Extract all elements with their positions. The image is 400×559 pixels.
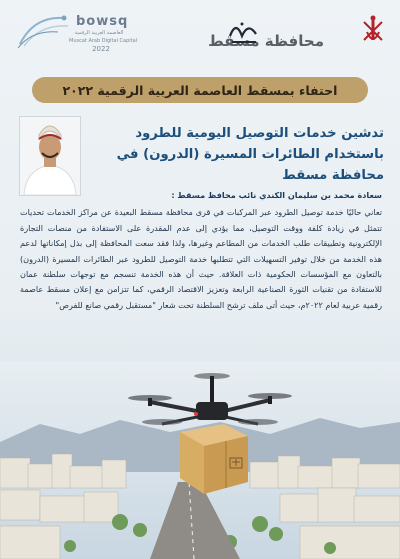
title-text: احتفاء بمسقط العاصمة العربية الرقمية ٢٠٢٢ — [62, 82, 338, 98]
article-paragraph: تعاني حاليًا خدمة توصيل الطرود عبر المركبات في قرى محافظة مسقط البعيدة عن مراكز الخدمات تحديات تتمثل في زيادة كلفة ووقت التوصيل، مما يؤدي إلى عدم المقدرة على الاستفادة من منصات التجارة الإلكترونية وتطبيقات طلب الخدمات من المطاعم وغيرها، ولذا فقد سعت المحافظة إلى بذل إمكاناتها لدعم هذه الخدمة من خلال توفير التسهيلات التي تتطلبها خدمة التوصيل للطرود عبر الطائرات المسيرة (الدرون) بالتعاون مع المؤسسات الحكومية ذات العلاقة. حيث أن هذه الخدمة تنسجم مع توجهات سلطنة عمان للاستفادة من تقنيات الثورة الصناعية الرابعة وتعزيز الاقتصاد الرقمي، كما تتزامن مع إعلان مسقط عاصمة رقمية عربية لعام ٢٠٢٢م، حيث أتى ملف ترشح السلطنة تحت شعار "مستقبل رقمي صانع للفرص" — [20, 207, 382, 310]
muscat-governorate-logo — [208, 14, 386, 50]
oman-khanjar-emblem-icon — [360, 14, 386, 48]
digital-capital-emblem-icon — [14, 8, 74, 56]
governorate-name: محافظة مسقط — [208, 32, 324, 50]
city-drone-scene — [0, 362, 400, 559]
title-bar — [32, 77, 368, 103]
logo-caption: العاصمة العربية الرقمية — [74, 30, 124, 36]
drone-city-illustration — [0, 362, 400, 559]
logo-year: 2022 — [92, 45, 110, 53]
article-body — [20, 188, 382, 313]
logo-subcaption: Muscat Arab Digital Capital — [69, 38, 138, 44]
speaker-portrait — [19, 116, 81, 196]
wordmark: bowsq — [76, 14, 129, 29]
headline: تدشين خدمات التوصيل اليومية للطرود باستخدام الطائرات المسيرة (الدرون) في محافظة مسقط — [116, 126, 384, 183]
muscat-calligraphy-logo-icon — [226, 16, 260, 48]
speaker-name: سعادة محمد بن سليمان الكندي نائب محافظ مسقط : — [171, 190, 382, 200]
person-portrait-icon — [20, 117, 80, 195]
header — [0, 0, 400, 62]
muscat-digital-capital-logo — [14, 8, 138, 56]
